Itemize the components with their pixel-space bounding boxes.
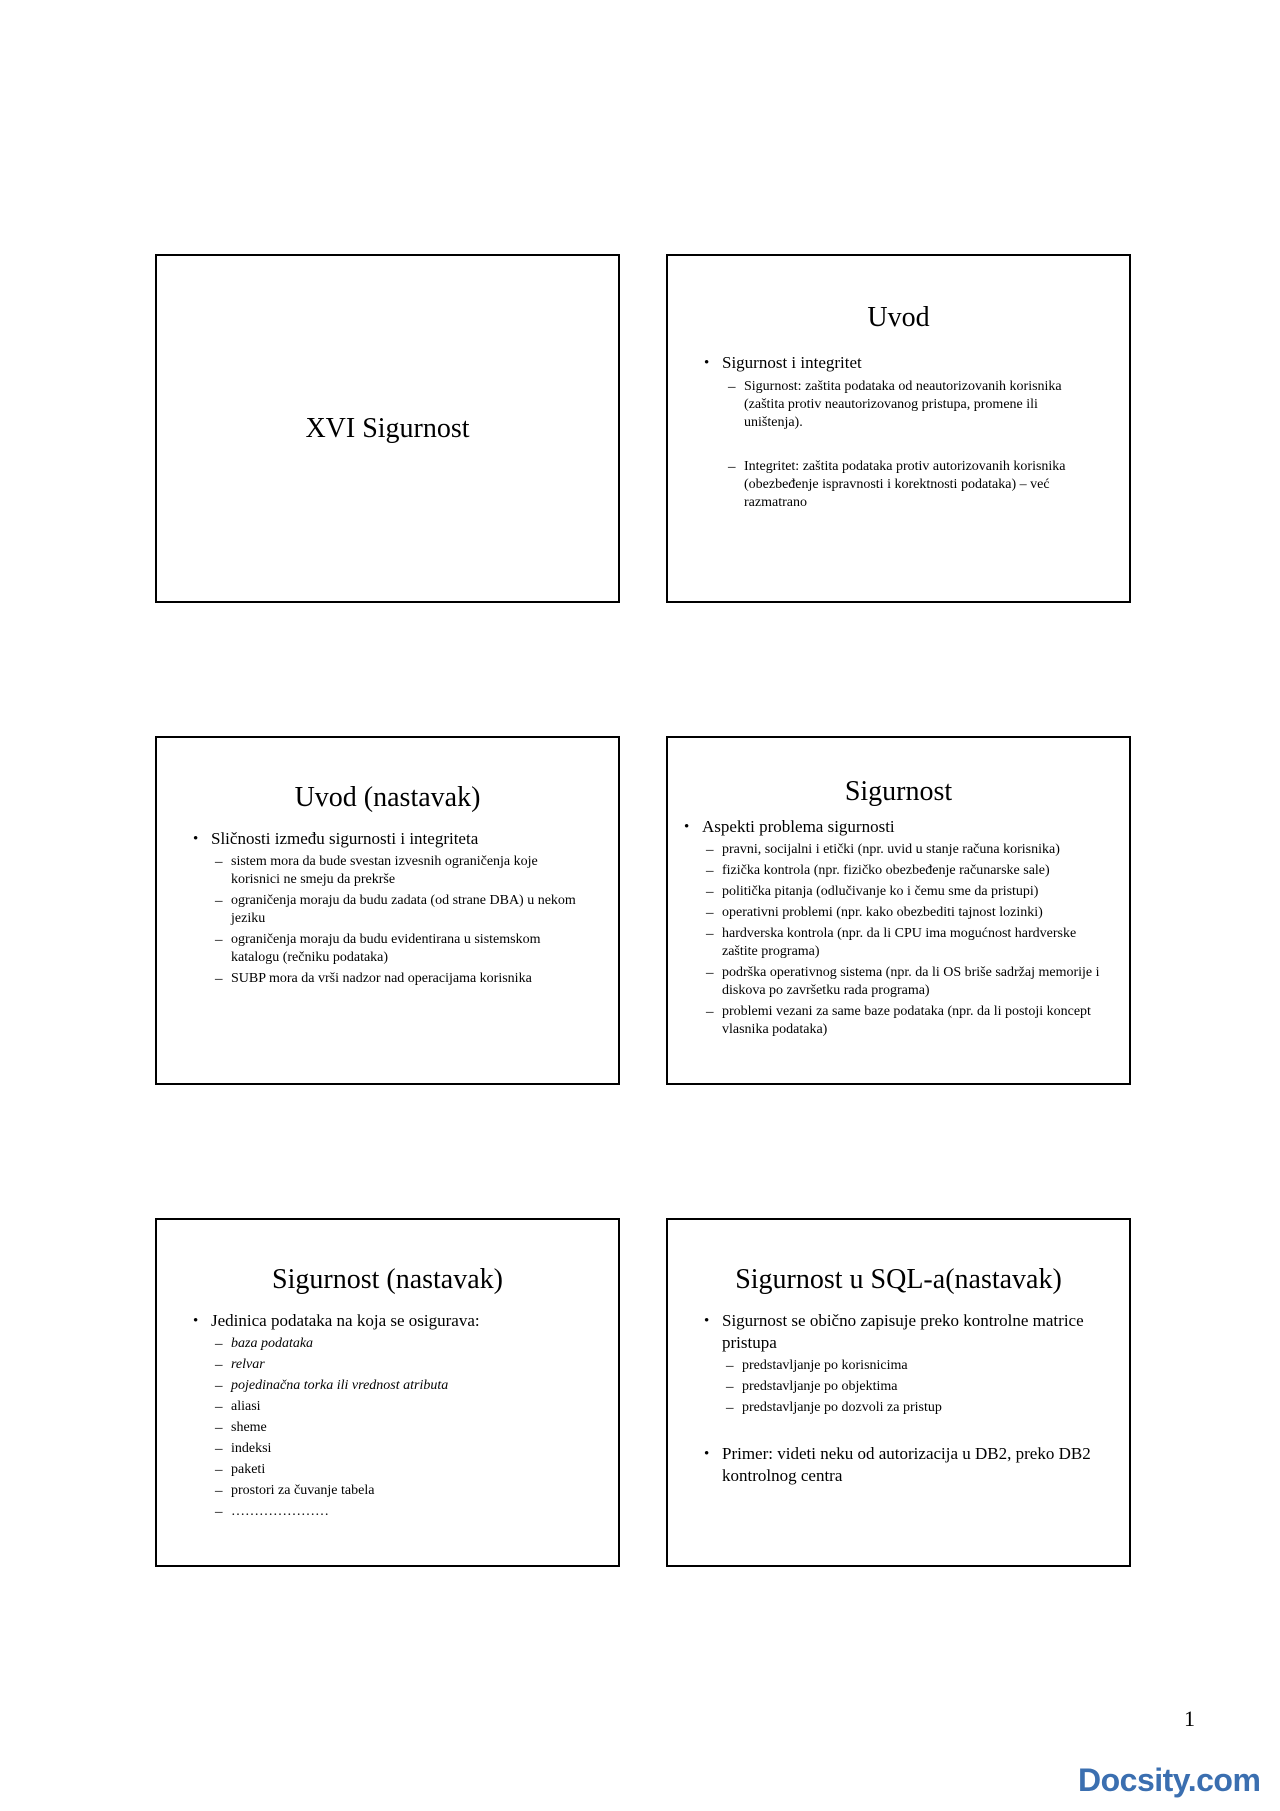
- list-item: – problemi vezani za same baze podataka (npr. da li postoji koncept vlasnika podataka): [706, 1004, 1091, 1037]
- docsity-watermark: Docsity.com: [1078, 1762, 1261, 1798]
- slide-3: [155, 736, 620, 1085]
- dash-icon: –: [215, 1483, 223, 1499]
- slide-1: [155, 254, 620, 603]
- dash-icon: –: [706, 1004, 714, 1020]
- dash-icon: –: [706, 965, 714, 981]
- dash-icon: –: [215, 1357, 223, 1373]
- slide-title: Sigurnost: [844, 776, 953, 807]
- list-item: – sistem mora da bude svestan izvesnih ograničenja koje korisnici ne smeju da prekrše: [215, 854, 538, 887]
- dash-icon: –: [728, 379, 736, 395]
- bullet-list: [684, 816, 1109, 1039]
- bullet-icon: •: [704, 355, 710, 371]
- dash-icon: –: [706, 863, 714, 879]
- slide-4: [666, 736, 1131, 1085]
- list-item: – pojedinačna torka ili vrednost atributa: [215, 1378, 449, 1394]
- list-item: – operativni problemi (npr. kako obezbediti tajnost lozinki): [706, 905, 1043, 921]
- dash-icon: –: [706, 842, 714, 858]
- dash-icon: –: [215, 1420, 223, 1436]
- list-item: • Sigurnost i integritet – Sigurnost: zaštita podataka od neautorizovanih korisnika (zaštita protiv neautorizovanog pristupa, promene ili uništenja). – Integritet: zaštita podataka protiv autorizovanih korisnika (obezbeđenje ispravnosti i korektnosti podataka) – već razmatrano: [704, 352, 1099, 512]
- bullet-list: [193, 1310, 588, 1521]
- list-item: – Integritet: zaštita podataka protiv autorizovanih korisnika (obezbeđenje ispravnosti i korektnosti podataka) – već razmatrano: [728, 459, 1066, 510]
- list-item: – indeksi: [215, 1441, 272, 1457]
- list-item: – politička pitanja (odlučivanje ko i čemu sme da pristupi): [706, 884, 1039, 900]
- list-item: – aliasi: [215, 1399, 261, 1415]
- list-item: – SUBP mora da vrši nadzor nad operacijama korisnika: [215, 971, 532, 987]
- dash-icon: –: [215, 1441, 223, 1457]
- dash-icon: –: [215, 1462, 223, 1478]
- dash-icon: –: [215, 854, 223, 870]
- list-item: – prostori za čuvanje tabela: [215, 1483, 375, 1499]
- slide-title: Sigurnost u SQL-a(nastavak): [735, 1264, 1062, 1295]
- dash-icon: –: [215, 1504, 223, 1520]
- dash-icon: –: [215, 932, 223, 948]
- dash-icon: –: [215, 1336, 223, 1352]
- list-item: • Aspekti problema sigurnosti – pravni, socijalni i etički (npr. uvid u stanje računa korisnika) – fizička kontrola (npr. fizičko obezbeđenje računarske sale) – politička pitanja (odlučivanje ko i čemu sme da pristupi) – operativni problemi (npr. kako obezbediti tajnost lozinki) – hardverska kontrola (npr. da li CPU ima mogućnost hardverske zaštite programa) – podrška operativnog sistema (npr. da li OS briše sadržaj memorije i diskova po završetku rada programa) – problemi vezani za same baze podataka (npr. da li postoji koncept vlasnika podataka): [684, 816, 1109, 1039]
- list-item: – pravni, socijalni i etički (npr. uvid u stanje računa korisnika): [706, 842, 1060, 858]
- list-item: • Sličnosti između sigurnosti i integriteta – sistem mora da bude svestan izvesnih ograničenja koje korisnici ne smeju da prekrše – ograničenja moraju da budu zadata (od strane DBA) u nekom jeziku – ograničenja moraju da budu evidentirana u sistemskom katalogu (rečniku podataka) – SUBP mora da vrši nadzor nad operacijama korisnika: [193, 828, 588, 988]
- dash-icon: –: [215, 1378, 223, 1394]
- bullet-icon: •: [704, 1313, 710, 1329]
- slide-5: [155, 1218, 620, 1567]
- dash-icon: –: [726, 1379, 734, 1395]
- list-item: – predstavljanje po dozvoli za pristup: [726, 1400, 942, 1416]
- dash-icon: –: [706, 884, 714, 900]
- dash-icon: –: [706, 926, 714, 942]
- bullet-list: [193, 828, 588, 988]
- bullet-icon: •: [193, 831, 199, 847]
- bullet-icon: •: [684, 819, 690, 835]
- list-item: – ograničenja moraju da budu evidentirana u sistemskom katalogu (rečniku podataka): [215, 932, 541, 965]
- list-item: – predstavljanje po objektima: [726, 1379, 898, 1395]
- list-item: – …………………: [215, 1504, 329, 1520]
- list-item: – fizička kontrola (npr. fizičko obezbeđenje računarske sale): [706, 863, 1050, 879]
- dash-icon: –: [728, 459, 736, 475]
- list-item: – paketi: [215, 1462, 266, 1478]
- dash-icon: –: [215, 1399, 223, 1415]
- slide-title: Sigurnost (nastavak): [272, 1264, 503, 1295]
- page-number: 1: [1184, 1706, 1195, 1731]
- slide-6: [666, 1218, 1131, 1567]
- list-item: – hardverska kontrola (npr. da li CPU ima mogućnost hardverske zaštite programa): [706, 926, 1077, 959]
- dash-icon: –: [215, 971, 223, 987]
- list-item: – podrška operativnog sistema (npr. da li OS briše sadržaj memorije i diskova po završetku rada programa): [706, 965, 1100, 998]
- slide-title: Uvod (nastavak): [294, 782, 481, 813]
- dash-icon: –: [726, 1400, 734, 1416]
- slide-2: [666, 254, 1131, 603]
- bullet-icon: •: [193, 1313, 199, 1329]
- list-item: – baza podataka: [215, 1336, 314, 1352]
- list-item: – Sigurnost: zaštita podataka od neautorizovanih korisnika (zaštita protiv neautorizovanog pristupa, promene ili uništenja).: [728, 379, 1062, 430]
- dash-icon: –: [726, 1358, 734, 1374]
- bullet-list: [704, 1310, 1099, 1487]
- list-item: • Primer: videti neku od autorizacija u DB2, preko DB2 kontrolnog centra: [704, 1444, 1091, 1485]
- bullet-icon: •: [704, 1446, 710, 1462]
- list-item: – relvar: [215, 1357, 265, 1373]
- dash-icon: –: [215, 893, 223, 909]
- list-item: – predstavljanje po korisnicima: [726, 1358, 908, 1374]
- list-item: – sheme: [215, 1420, 267, 1436]
- list-item: • Jedinica podataka na koja se osigurava: – baza podataka – relvar – pojedinačna torka ili vrednost atributa – aliasi – sheme – indeksi – paketi – prostori za čuvanje tabela – …………………: [193, 1310, 588, 1521]
- list-item: – ograničenja moraju da budu zadata (od strane DBA) u nekom jeziku: [215, 893, 576, 926]
- slide-title: XVI Sigurnost: [305, 412, 470, 444]
- dash-icon: –: [706, 905, 714, 921]
- list-item: • Sigurnost se obično zapisuje preko kontrolne matrice pristupa – predstavljanje po korisnicima – predstavljanje po objektima – predstavljanje po dozvoli za pristup: [704, 1310, 1099, 1417]
- slide-title: Uvod: [867, 302, 930, 333]
- bullet-list: [704, 352, 1099, 512]
